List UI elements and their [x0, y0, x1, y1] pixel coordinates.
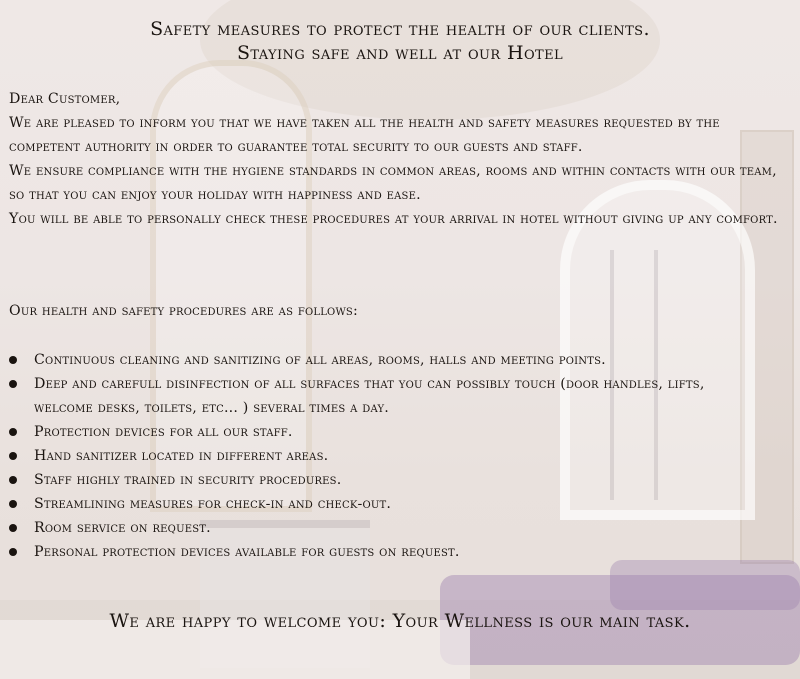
list-item-text: Protection devices for all our staff.: [34, 424, 293, 440]
bullet-icon: [9, 476, 17, 484]
list-item: [0, 348, 740, 372]
list-item-text: Staff highly trained in security procedures.: [34, 472, 342, 488]
list-item-text: Hand sanitizer located in different areas.: [34, 448, 329, 464]
bullet-icon: [9, 548, 17, 556]
list-item-text: Streamlining measures for check-in and check-out.: [34, 496, 392, 512]
bullet-icon: [9, 356, 17, 364]
letter-greeting: Dear Customer,: [9, 91, 121, 107]
letter-paragraph-3: You will be able to personally check these procedures at your arrival in hotel without giving up any comfort.: [9, 211, 778, 227]
letter-paragraph-1: We are pleased to inform you that we have taken all the health and safety measures requested by the competent authority in order to guarantee total security to our guests and staff.: [9, 115, 720, 155]
page-title-line-2: Staying safe and well at our Hotel: [236, 42, 564, 64]
list-item: [0, 444, 740, 468]
bullet-icon: [9, 452, 17, 460]
list-item-text: Deep and carefull disinfection of all surfaces that you can possibly touch (door handles, lifts, welcome desks, toilets, etc... ) several times a day.: [34, 376, 705, 416]
list-item: [0, 540, 740, 564]
list-item: [0, 492, 740, 516]
list-item-text: Personal protection devices available for guests on request.: [34, 544, 460, 560]
bullet-icon: [9, 428, 17, 436]
bullet-icon: [9, 380, 17, 388]
bullet-icon: [9, 500, 17, 508]
list-item: [0, 516, 740, 540]
list-item: [0, 468, 740, 492]
bullet-icon: [9, 524, 17, 532]
procedures-heading: Our health and safety procedures are as follows:: [9, 303, 358, 319]
list-item: [0, 420, 740, 444]
letter-paragraph-2: We ensure compliance with the hygiene standards in common areas, rooms and within contacts with our team, so that you can enjoy your holiday with happiness and ease.: [9, 163, 777, 203]
list-item-text: Continuous cleaning and sanitizing of all areas, rooms, halls and meeting points.: [34, 352, 606, 368]
welcome-footer: We are happy to welcome you: Your Wellness is our main task.: [109, 610, 691, 632]
procedures-list: [0, 348, 740, 564]
list-item-text: Room service on request.: [34, 520, 211, 536]
page-title-line-1: Safety measures to protect the health of our clients.: [150, 18, 650, 40]
list-item: [0, 372, 740, 420]
letter-body: [9, 87, 789, 231]
